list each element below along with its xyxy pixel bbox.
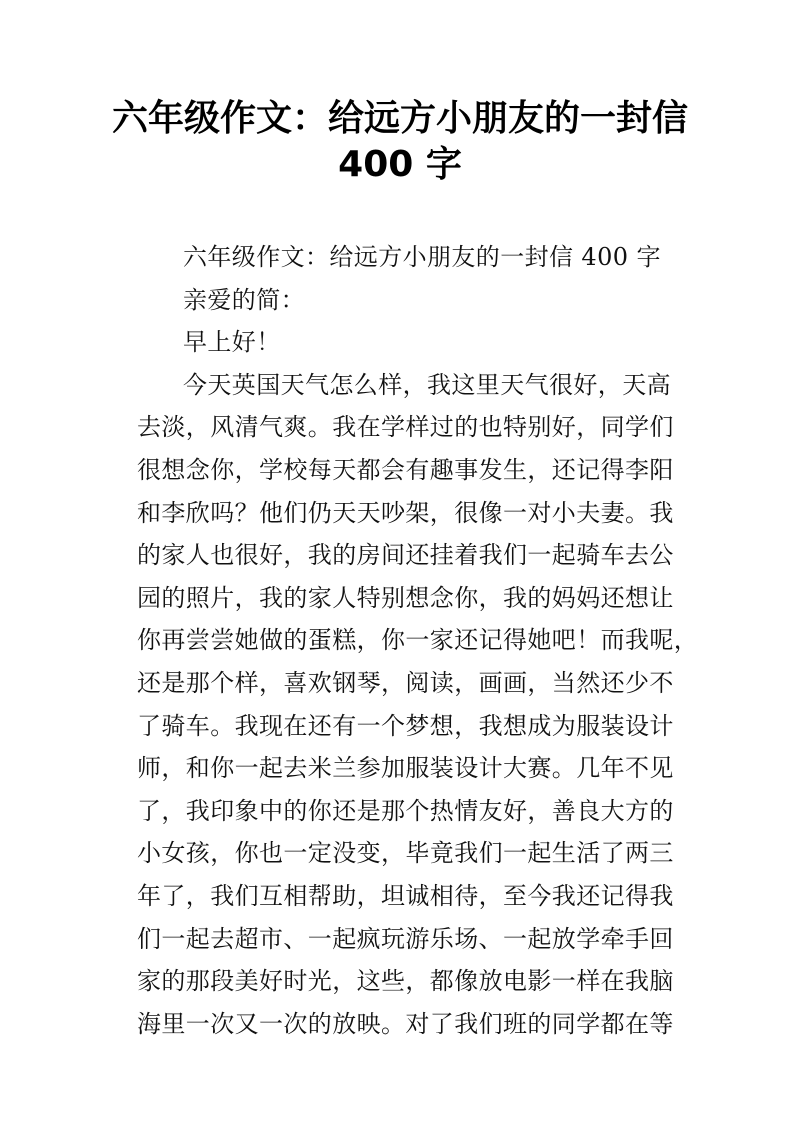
paragraph-line: 园的照片，我的家人特别想念你，我的妈妈还想让	[137, 583, 674, 612]
paragraph-line: 师，和你一起去米兰参加服装设计大赛。几年不见	[137, 754, 674, 783]
document-body	[137, 236, 699, 1045]
paragraph-line: 了骑车。我现在还有一个梦想，我想成为服装设计	[137, 711, 674, 740]
title-line-1: 六年级作文：给远方小朋友的一封信	[111, 98, 688, 139]
paragraph-line: 年了，我们互相帮助，坦诚相待，至今我还记得我	[137, 881, 674, 910]
document-title	[0, 96, 800, 188]
paragraph-line: 小女孩，你也一定没变，毕竟我们一起生活了两三	[137, 839, 674, 868]
paragraph-line: 去淡，风清气爽。我在学样过的也特别好，同学们	[137, 413, 674, 442]
title-line-2: 400 字	[338, 144, 462, 185]
body-subtitle-line: 六年级作文：给远方小朋友的一封信 400 字	[183, 243, 661, 271]
paragraph-line: 还是那个样，喜欢钢琴，阅读，画画，当然还少不	[137, 668, 674, 697]
paragraph-line: 你再尝尝她做的蛋糕，你一家还记得她吧！而我呢，	[137, 626, 699, 655]
paragraph-line: 了，我印象中的你还是那个热情友好，善良大方的	[137, 796, 674, 825]
greeting-line: 早上好！	[183, 328, 281, 357]
salutation-line: 亲爱的简：	[183, 285, 305, 314]
paragraph-line: 海里一次又一次的放映。对了我们班的同学都在等	[137, 1009, 674, 1038]
paragraph-line: 家的那段美好时光，这些，都像放电影一样在我脑	[137, 967, 674, 996]
paragraph-line: 的家人也很好，我的房间还挂着我们一起骑车去公	[137, 541, 674, 570]
paragraph-line: 很想念你，学校每天都会有趣事发生，还记得李阳	[137, 455, 674, 484]
paragraph-line: 们一起去超市、一起疯玩游乐场、一起放学牵手回	[137, 924, 674, 953]
paragraph-line: 和李欣吗？他们仍天天吵架，很像一对小夫妻。我	[137, 498, 674, 527]
paragraph-line: 今天英国天气怎么样，我这里天气很好，天高	[183, 370, 671, 399]
